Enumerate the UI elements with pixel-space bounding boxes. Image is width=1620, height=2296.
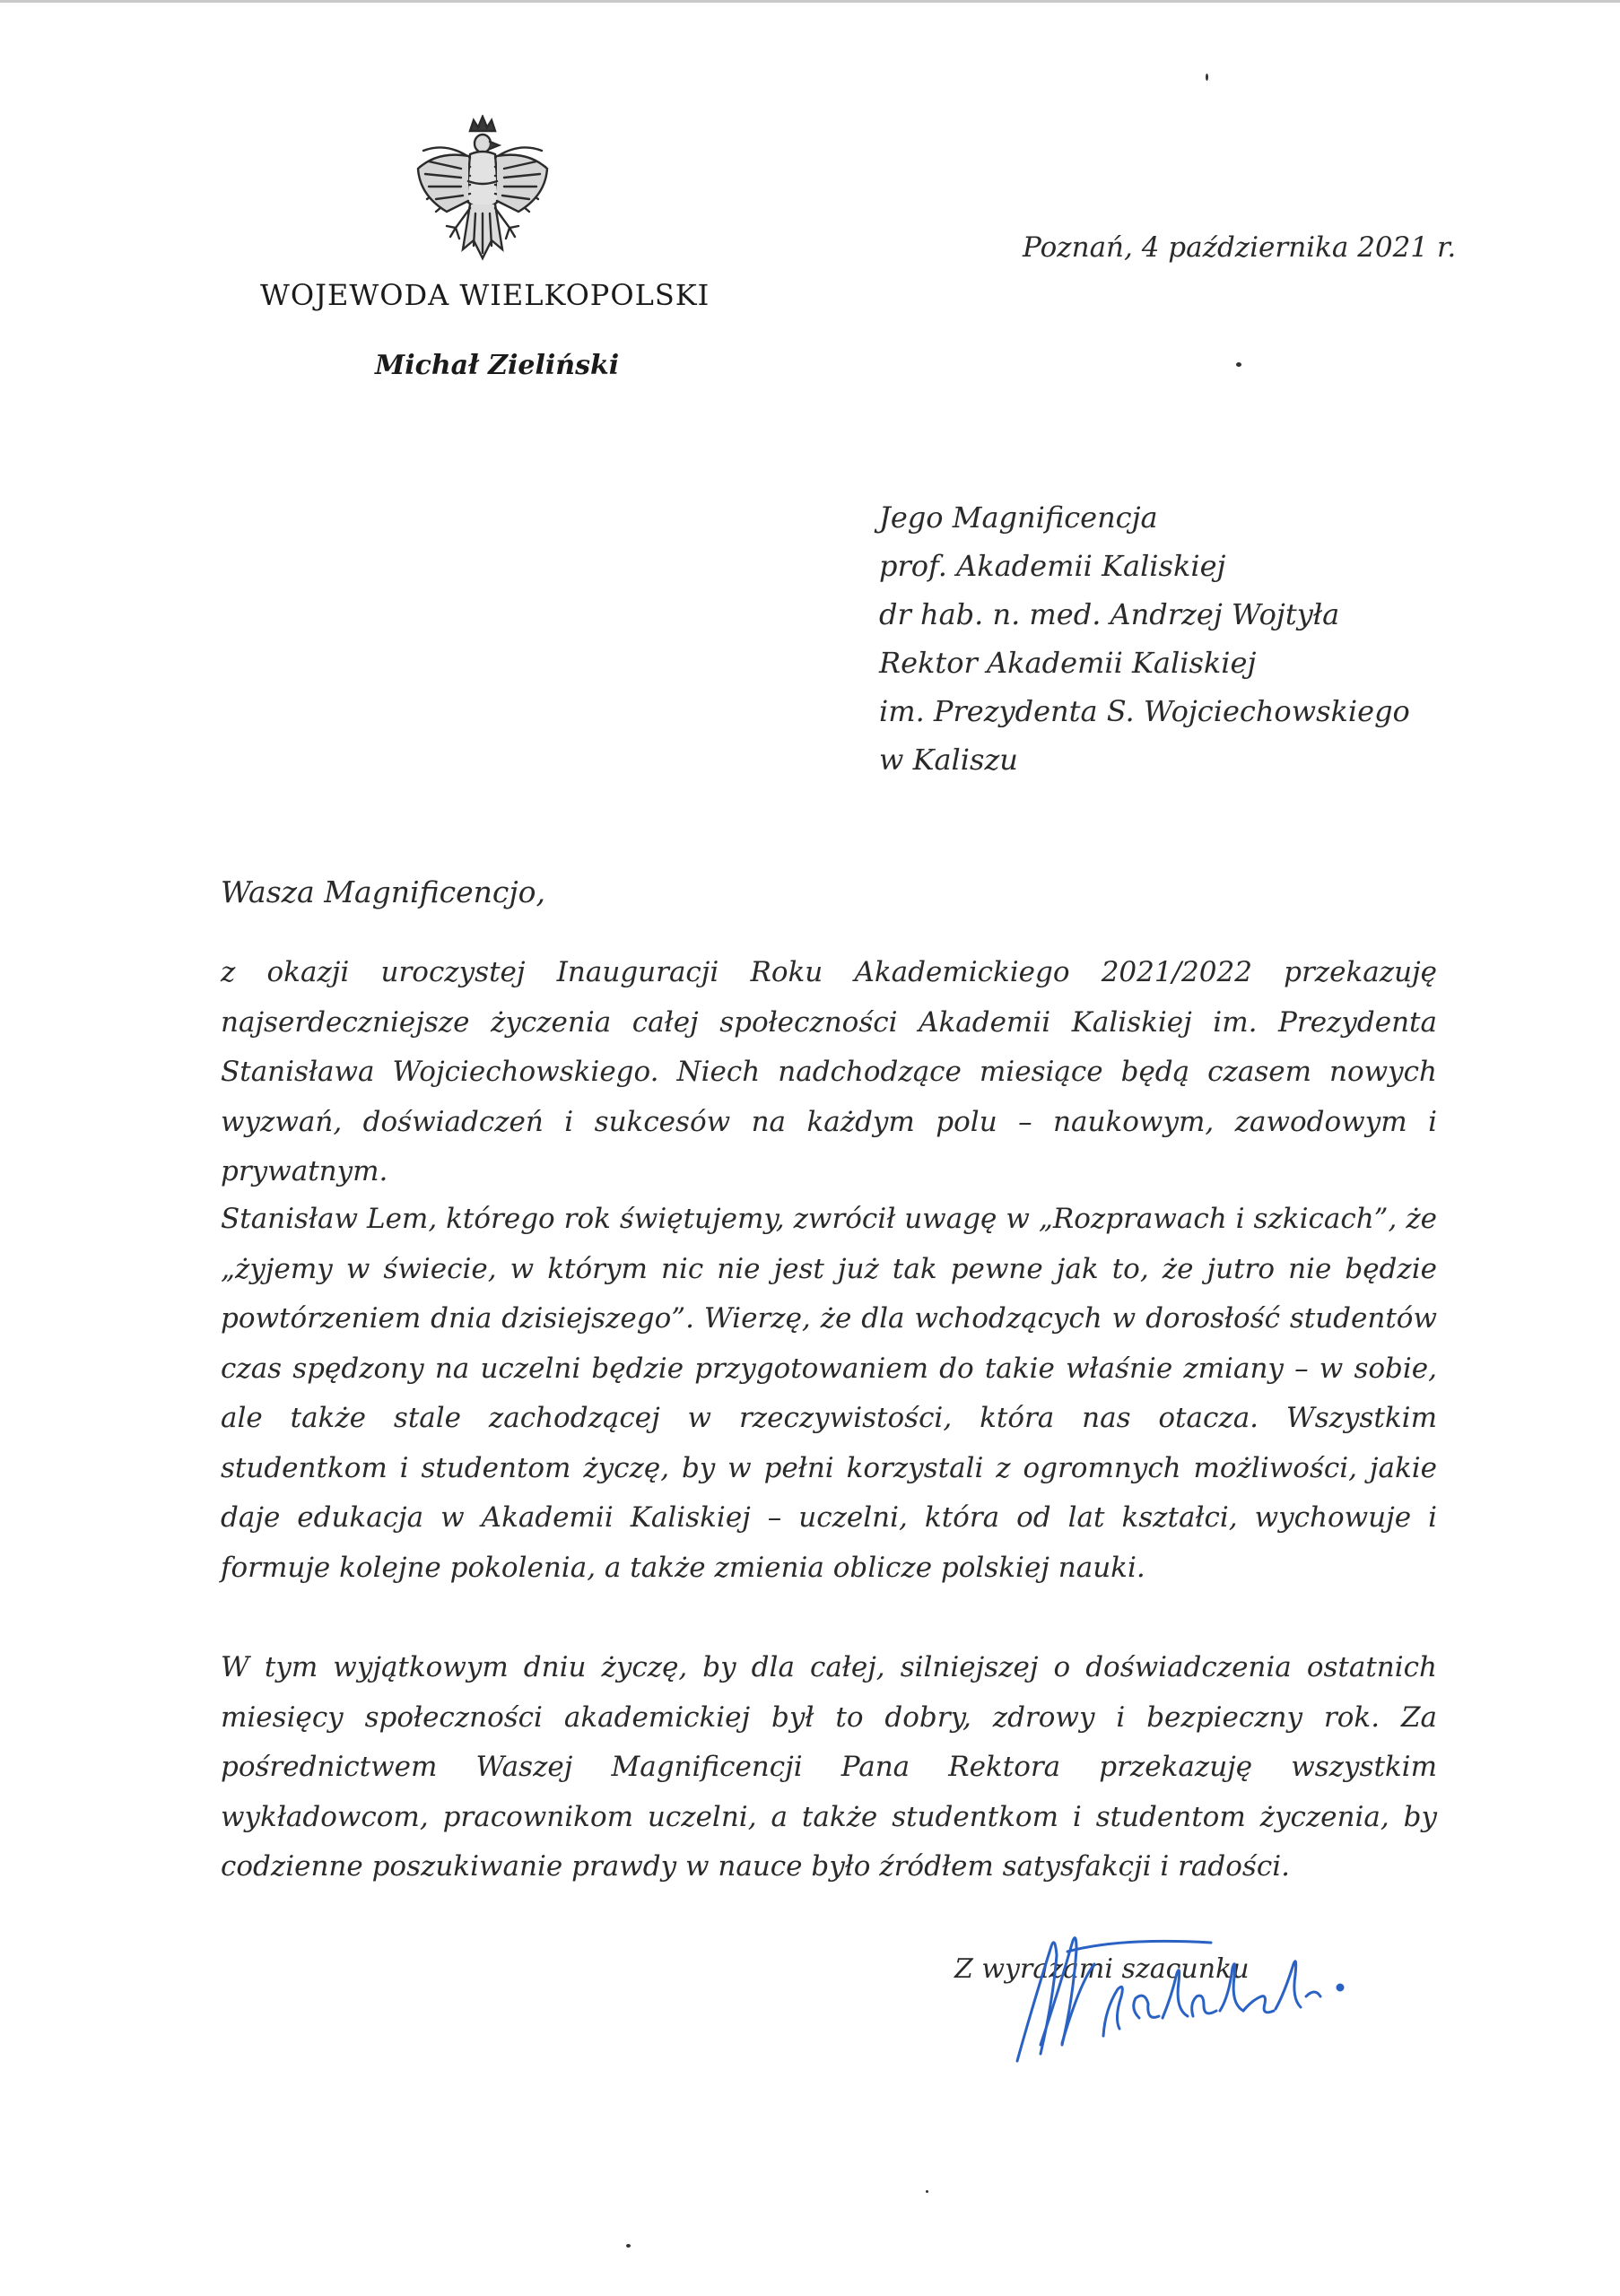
polish-eagle-emblem-icon bbox=[411, 115, 554, 283]
recipient-line: Jego Magnificencja bbox=[879, 500, 1158, 535]
recipient-line: w Kaliszu bbox=[879, 743, 1018, 777]
authority-title: WOJEWODA WIELKOPOLSKI bbox=[260, 278, 710, 312]
recipient-line: Rektor Akademii Kaliskiej bbox=[879, 646, 1257, 680]
scan-top-edge bbox=[0, 0, 1620, 3]
scan-speck bbox=[626, 2244, 631, 2248]
letter-paragraph-3: W tym wyjątkowym dniu życzę, by dla całej, silniejszej o doświadczenia ostatnich miesięcy społeczności akademickiej był to dobry, zdrowy i bezpieczny rok. Za pośrednictwem Waszej Magnificencji Pana Rektora przekazuję wszystkim wykładowcom, pracownikom uczelni, a także studentkom i studentom życzenia, by codzienne poszukiwanie prawdy w nauce było źródłem satysfakcji i radości. bbox=[221, 1651, 1437, 1883]
letter-paragraph-1: z okazji uroczystej Inauguracji Roku Akademickiego 2021/2022 przekazuję najserdeczniejsze życzenia całej społeczności Akademii Kaliskiej im. Prezydenta Stanisława Wojciechowskiego. Niech nadchodzące miesiące będą czasem nowych wyzwań, doświadczeń i sukcesów na każdym polu – naukowym, zawodowym i prywatnym. bbox=[221, 956, 1437, 1187]
closing-phrase: Z wyrazami szacunku bbox=[954, 1953, 1250, 1985]
scan-speck bbox=[926, 2190, 928, 2193]
scan-speck bbox=[1206, 74, 1208, 81]
handwritten-signature bbox=[1005, 1910, 1363, 2072]
letter-paragraph-2: Stanisław Lem, którego rok świętujemy, zwrócił uwagę w „Rozprawach i szkicach”, że „żyjemy w świecie, w którym nic nie jest już tak pewne jak to, że jutro nie będzie powtórzeniem dnia dzisiejszego”. Wierzę, że dla wchodzących w dorosłość studentów czas spędzony na uczelni będzie przygotowaniem do takie właśnie zmiany – w sobie, ale także stale zachodzącej w rzeczywistości, która nas otacza. Wszystkim studentkom i studentom życzę, by w pełni korzystali z ogromnych możliwości, jakie daje edukacja w Akademii Kaliskiej – uczelni, która od lat kształci, wychowuje i formuje kolejne pokolenia, a także zmienia oblicze polskiej nauki. bbox=[221, 1203, 1437, 1584]
recipient-address bbox=[879, 493, 1410, 784]
recipient-line: im. Prezydenta S. Wojciechowskiego bbox=[879, 694, 1410, 728]
sender-name: Michał Zieliński bbox=[375, 350, 620, 381]
place-date: Poznań, 4 października 2021 r. bbox=[1023, 231, 1457, 264]
scan-speck bbox=[1236, 362, 1241, 367]
salutation: Wasza Magnificencjo, bbox=[221, 874, 545, 909]
recipient-line: prof. Akademii Kaliskiej bbox=[879, 549, 1226, 583]
recipient-line: dr hab. n. med. Andrzej Wojtyła bbox=[879, 597, 1340, 631]
